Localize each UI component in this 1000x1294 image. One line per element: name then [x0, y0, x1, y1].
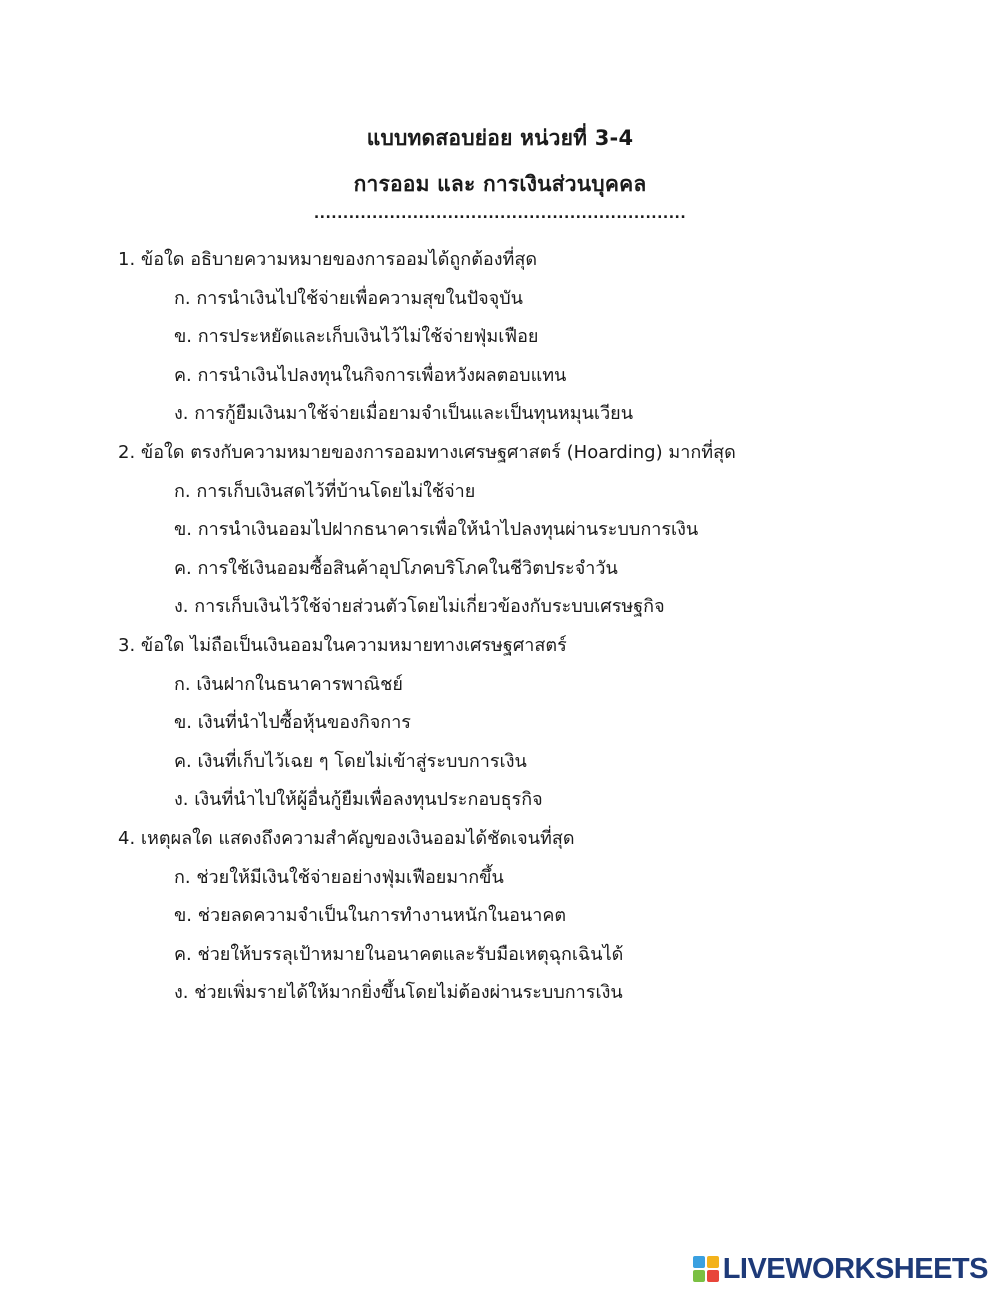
question-text: 2. ข้อใด ตรงกับความหมายของการออมทางเศรษฐศาสตร์ (Hoarding) มากที่สุด: [118, 441, 736, 463]
option-4-b[interactable]: ข. ช่วยลดความจำเป็นในการทำงานหนักในอนาคต: [174, 905, 567, 927]
option-4-c[interactable]: ค. ช่วยให้บรรลุเป้าหมายในอนาคตและรับมือเหตุฉุกเฉินได้: [174, 943, 624, 965]
page-subtitle: การออม และ การเงินส่วนบุคคล: [353, 172, 647, 196]
question-4: [118, 825, 978, 1018]
option-2-c[interactable]: ค. การใช้เงินออมซื้อสินค้าอุปโภคบริโภคในชีวิตประจำวัน: [174, 557, 618, 579]
page-title: แบบทดสอบย่อย หน่วยที่ 3-4: [366, 126, 634, 150]
question-list: [118, 246, 978, 1018]
option-3-c[interactable]: ค. เงินที่เก็บไว้เฉย ๆ โดยไม่เข้าสู่ระบบการเงิน: [174, 750, 527, 772]
liveworksheets-brand[interactable]: [693, 1252, 988, 1286]
option-2-b[interactable]: ข. การนำเงินออมไปฝากธนาคารเพื่อให้นำไปลงทุนผ่านระบบการเงิน: [174, 519, 699, 541]
option-2-d[interactable]: ง. การเก็บเงินไว้ใช้จ่ายส่วนตัวโดยไม่เกี่ยวข้องกับระบบเศรษฐกิจ: [174, 596, 665, 618]
logo-square-icon: [693, 1256, 705, 1268]
option-1-b[interactable]: ข. การประหยัดและเก็บเงินไว้ไม่ใช้จ่ายฟุ่มเฟือย: [174, 326, 539, 348]
question-text: 4. เหตุผลใด แสดงถึงความสำคัญของเงินออมได้ชัดเจนที่สุด: [118, 827, 575, 849]
option-1-a[interactable]: ก. การนำเงินไปใช้จ่ายเพื่อความสุขในปัจจุบัน: [174, 287, 523, 309]
logo-square-icon: [707, 1256, 719, 1268]
title-divider: ................................................................: [313, 206, 687, 222]
question-text: 3. ข้อใด ไม่ถือเป็นเงินออมในความหมายทางเศรษฐศาสตร์: [118, 634, 567, 656]
liveworksheets-logo-icon: [693, 1256, 719, 1282]
logo-square-icon: [693, 1270, 705, 1282]
option-1-c[interactable]: ค. การนำเงินไปลงทุนในกิจการเพื่อหวังผลตอบแทน: [174, 364, 567, 386]
option-3-d[interactable]: ง. เงินที่นำไปให้ผู้อื่นกู้ยืมเพื่อลงทุนประกอบธุรกิจ: [174, 789, 543, 811]
question-2: [118, 439, 978, 632]
question-1: [118, 246, 978, 439]
option-1-d[interactable]: ง. การกู้ยืมเงินมาใช้จ่ายเมื่อยามจำเป็นและเป็นทุนหมุนเวียน: [174, 403, 634, 425]
option-2-a[interactable]: ก. การเก็บเงินสดไว้ที่บ้านโดยไม่ใช้จ่าย: [174, 480, 476, 502]
question-3: [118, 632, 978, 825]
brand-name: LIVEWORKSHEETS: [722, 1252, 988, 1285]
option-4-d[interactable]: ง. ช่วยเพิ่มรายได้ให้มากยิ่งขึ้นโดยไม่ต้องผ่านระบบการเงิน: [174, 982, 623, 1004]
option-3-a[interactable]: ก. เงินฝากในธนาคารพาณิชย์: [174, 673, 403, 695]
option-4-a[interactable]: ก. ช่วยให้มีเงินใช้จ่ายอย่างฟุ่มเฟือยมากขึ้น: [174, 866, 504, 888]
question-text: 1. ข้อใด อธิบายความหมายของการออมได้ถูกต้องที่สุด: [118, 249, 538, 270]
logo-square-icon: [707, 1270, 719, 1282]
option-3-b[interactable]: ข. เงินที่นำไปซื้อหุ้นของกิจการ: [174, 712, 411, 734]
